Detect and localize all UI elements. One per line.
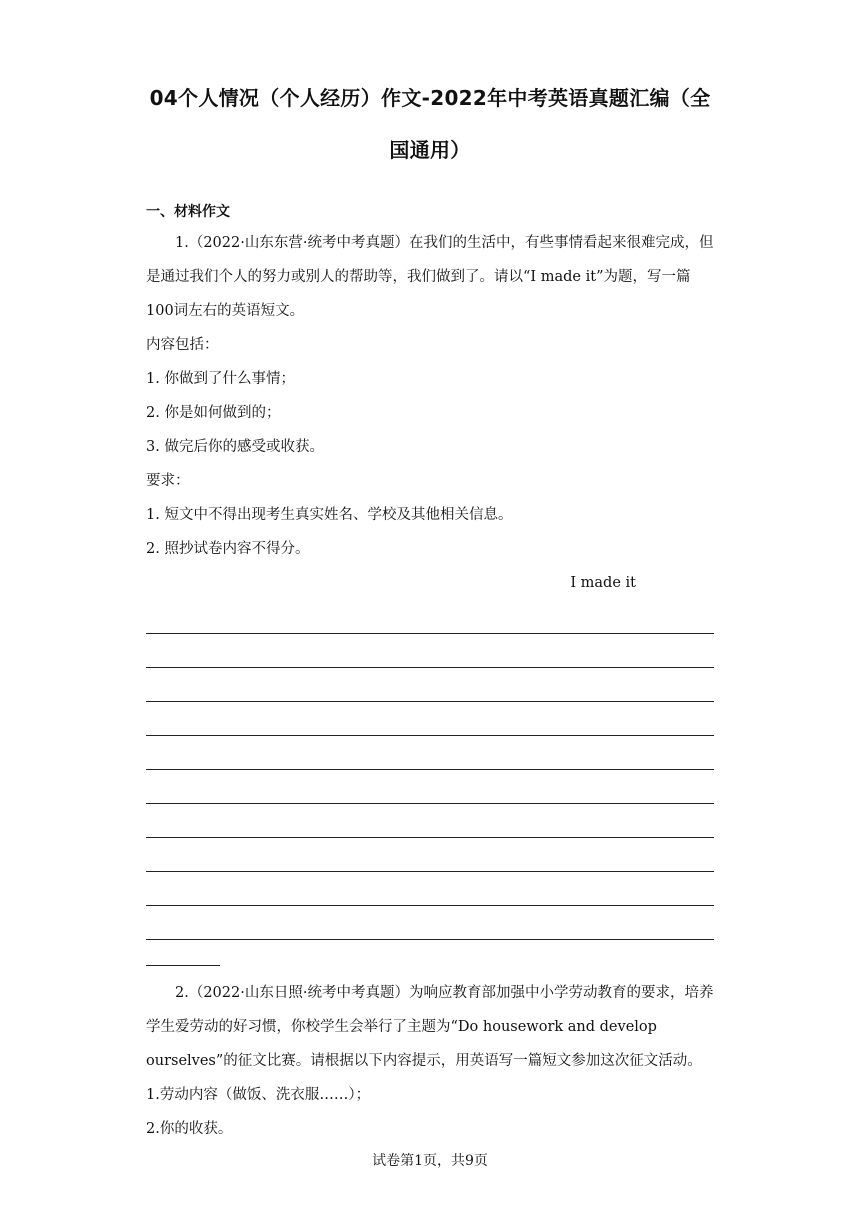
title-line-2: 国通用）	[389, 138, 471, 162]
page-footer: 试卷第1页，共9页	[372, 1153, 488, 1169]
q1-content-label: 内容包括：	[146, 337, 219, 353]
title-line-1: 04个人情况（个人经历）作文-2022年中考英语真题汇编（全	[149, 86, 711, 110]
q2-item: 1.劳动内容（做饭、洗衣服……）；	[146, 1087, 371, 1103]
q1-essay-title: I made it	[570, 575, 636, 591]
q1-requirement-item: 1. 短文中不得出现考生真实姓名、学校及其他相关信息。	[146, 507, 513, 523]
q1-content-item: 2. 你是如何做到的；	[146, 405, 281, 421]
section-heading: 一、材料作文	[146, 204, 230, 220]
answer-line[interactable]	[146, 600, 714, 634]
answer-line[interactable]	[146, 668, 714, 702]
question-1-intro: 1.（2022·山东东营·统考中考真题）在我们的生活中，有些事情看起来很难完成，但是通过我们个人的努力或别人的帮助等，我们做到了。请以“I made it”为题，写一篇100词左右的英语短文。	[146, 235, 714, 319]
q1-content-item: 1. 你做到了什么事情；	[146, 371, 295, 387]
answer-line[interactable]	[146, 702, 714, 736]
q1-requirements-label: 要求：	[146, 473, 190, 489]
document-body	[146, 198, 714, 1146]
answer-lines[interactable]	[146, 600, 714, 966]
answer-line[interactable]	[146, 872, 714, 906]
answer-line[interactable]	[146, 770, 714, 804]
answer-line[interactable]	[146, 804, 714, 838]
q1-content-item: 3. 做完后你的感受或收获。	[146, 439, 324, 455]
answer-line-short[interactable]	[146, 940, 220, 966]
q2-item: 2.你的收获。	[146, 1121, 233, 1137]
answer-line[interactable]	[146, 838, 714, 872]
q1-requirement-item: 2. 照抄试卷内容不得分。	[146, 541, 310, 557]
answer-line[interactable]	[146, 634, 714, 668]
page-title	[120, 72, 740, 176]
answer-line[interactable]	[146, 906, 714, 940]
answer-line[interactable]	[146, 736, 714, 770]
question-2-intro: 2.（2022·山东日照·统考中考真题）为响应教育部加强中小学劳动教育的要求，培养学生爱劳动的好习惯，你校学生会举行了主题为“Do housework and develop ourselves”的征文比赛。请根据以下内容提示，用英语写一篇短文参加这次征文活动。	[146, 985, 714, 1069]
